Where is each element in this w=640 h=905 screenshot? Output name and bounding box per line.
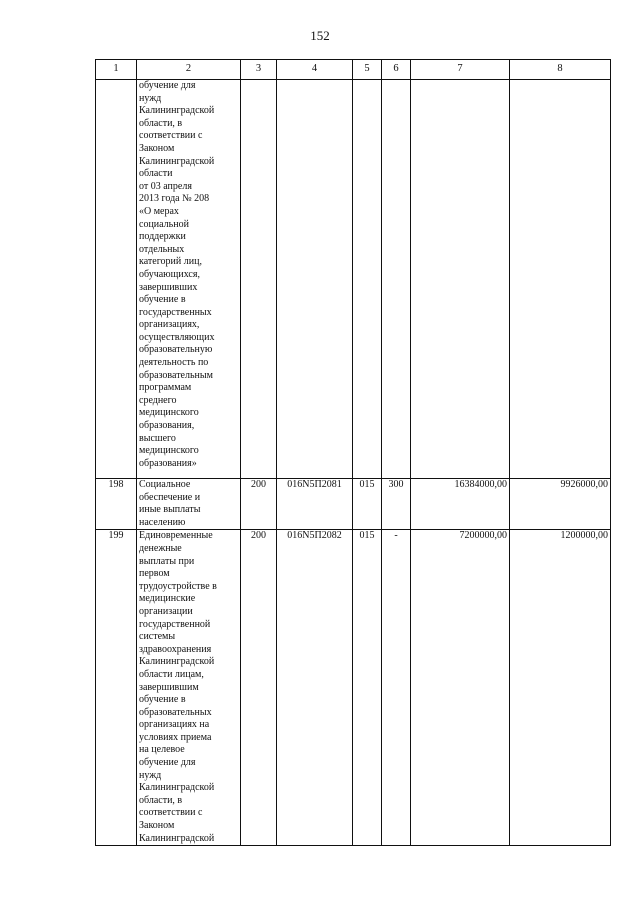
- table-header-row: [96, 60, 611, 80]
- table-row: [96, 80, 611, 479]
- column-header: 7: [411, 60, 510, 80]
- row-code-6: [382, 80, 411, 479]
- row-amount-8: 1200000,00: [510, 530, 611, 846]
- column-header: 1: [96, 60, 137, 80]
- row-code-5: 015: [353, 479, 382, 530]
- column-header: 5: [353, 60, 382, 80]
- row-description: обучение для нужд Калининградской области, в соответствии с Законом Калининградской области от 03 апреля 2013 года № 208 «О мерах социальной поддержки отдельных категорий лиц, обучающихся, завершивших обучение в государственных организациях, осуществляющих образовательную деятельность по образовательным программам среднего медицинского образования, высшего медицинского образования»: [137, 80, 241, 479]
- row-amount-8: 9926000,00: [510, 479, 611, 530]
- row-amount-7: [411, 80, 510, 479]
- row-amount-7: 7200000,00: [411, 530, 510, 846]
- row-code-5: [353, 80, 382, 479]
- row-number: 198: [96, 479, 137, 530]
- table-row: [96, 479, 611, 530]
- row-description: Единовременные денежные выплаты при первом трудоустройстве в медицинские организации государственной системы здравоохранения Калининградской области лицам, завершившим обучение в образовательных организациях на условиях приема на целевое обучение для нужд Калининградской области, в соответствии с Законом Калининградской: [137, 530, 241, 846]
- row-code-3: 200: [241, 530, 277, 846]
- column-header: 6: [382, 60, 411, 80]
- row-code-4: 016N5П2082: [277, 530, 353, 846]
- row-amount-7: 16384000,00: [411, 479, 510, 530]
- column-header: 4: [277, 60, 353, 80]
- budget-table: [95, 59, 611, 846]
- row-number: 199: [96, 530, 137, 846]
- row-code-4: [277, 80, 353, 479]
- row-code-4: 016N5П2081: [277, 479, 353, 530]
- row-description: Социальное обеспечение и иные выплаты населению: [137, 479, 241, 530]
- row-code-6: 300: [382, 479, 411, 530]
- column-header: 3: [241, 60, 277, 80]
- row-code-5: 015: [353, 530, 382, 846]
- column-header: 8: [510, 60, 611, 80]
- row-amount-8: [510, 80, 611, 479]
- column-header: 2: [137, 60, 241, 80]
- row-code-3: [241, 80, 277, 479]
- row-code-3: 200: [241, 479, 277, 530]
- page-number: 152: [310, 28, 330, 43]
- row-number: [96, 80, 137, 479]
- row-code-6: -: [382, 530, 411, 846]
- table-row: [96, 530, 611, 846]
